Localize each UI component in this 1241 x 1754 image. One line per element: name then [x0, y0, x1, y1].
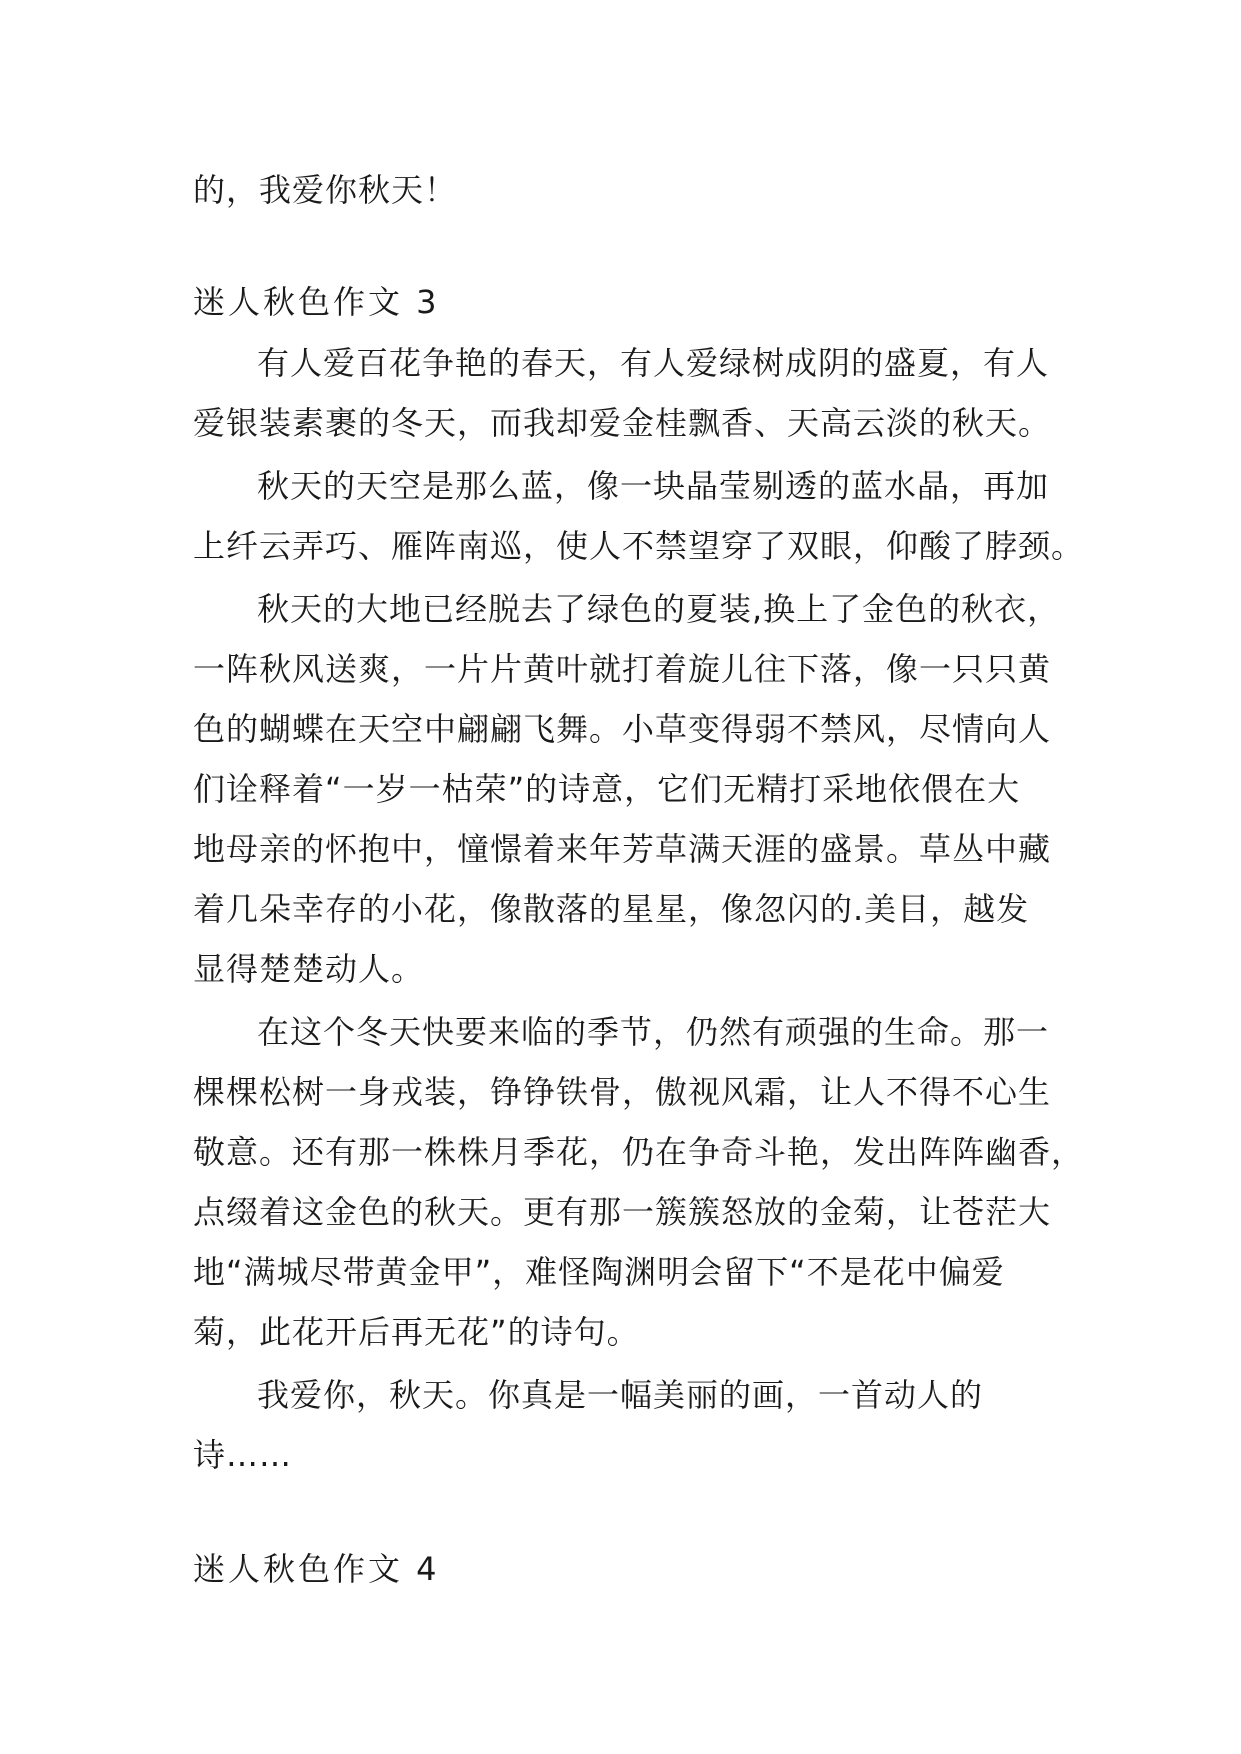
essay-3-p3-line-3: 色的蝴蝶在天空中翩翩飞舞。小草变得弱不禁风，尽情向人: [193, 710, 1052, 748]
essay-3-p5-line-2: 诗……: [193, 1436, 293, 1474]
essay-3-p1-line-2: 爱银装素裹的冬天，而我却爱金桂飘香、天高云淡的秋天。: [193, 404, 1052, 442]
essay-3-p4-line-6: 菊，此花开后再无花”的诗句。: [193, 1313, 640, 1351]
essay-3-p3-line-4: 们诠释着“一岁一枯荣”的诗意，它们无精打采地依偎在大: [193, 770, 1021, 808]
essay-3-p3-line-1: 秋天的大地已经脱去了绿色的夏装,换上了金色的秋衣，: [257, 590, 1061, 628]
essay-3-p4-line-3: 敬意。还有那一株株月季花，仍在争奇斗艳，发出阵阵幽香，: [193, 1133, 1085, 1171]
essay-3-heading: 迷人秋色作文 3: [193, 283, 440, 321]
essay-3-p4-line-2: 棵棵松树一身戎装，铮铮铁骨，傲视风霜，让人不得不心生: [193, 1073, 1052, 1111]
essay-3-p2-line-1: 秋天的天空是那么蓝，像一块晶莹剔透的蓝水晶，再加: [257, 467, 1050, 505]
essay-3-p3-line-2: 一阵秋风送爽，一片片黄叶就打着旋儿往下落，像一只只黄: [193, 650, 1052, 688]
essay-3-p1-line-1: 有人爱百花争艳的春天，有人爱绿树成阴的盛夏，有人: [257, 344, 1050, 382]
essay-3-p3-line-5: 地母亲的怀抱中，憧憬着来年芳草满天涯的盛景。草丛中藏: [193, 830, 1052, 868]
essay-4-heading: 迷人秋色作文 4: [193, 1550, 440, 1588]
essay-3-p4-line-1: 在这个冬天快要来临的季节，仍然有顽强的生命。那一: [257, 1013, 1050, 1051]
closing-line: 的，我爱你秋天！: [193, 171, 458, 209]
essay-3-p2-line-2: 上纤云弄巧、雁阵南巡，使人不禁望穿了双眼，仰酸了脖颈。: [193, 527, 1085, 565]
essay-3-p3-line-7: 显得楚楚动人。: [193, 950, 425, 988]
essay-3-p5-line-1: 我爱你，秋天。你真是一幅美丽的画，一首动人的: [257, 1376, 984, 1414]
essay-3-p4-line-4: 点缀着这金色的秋天。更有那一簇簇怒放的金菊，让苍茫大: [193, 1193, 1052, 1231]
essay-3-p4-line-5: 地“满城尽带黄金甲”，难怪陶渊明会留下“不是花中偏爱: [193, 1253, 1005, 1291]
essay-3-p3-line-6: 着几朵幸存的小花，像散落的星星，像忽闪的.美目，越发: [193, 890, 1030, 928]
